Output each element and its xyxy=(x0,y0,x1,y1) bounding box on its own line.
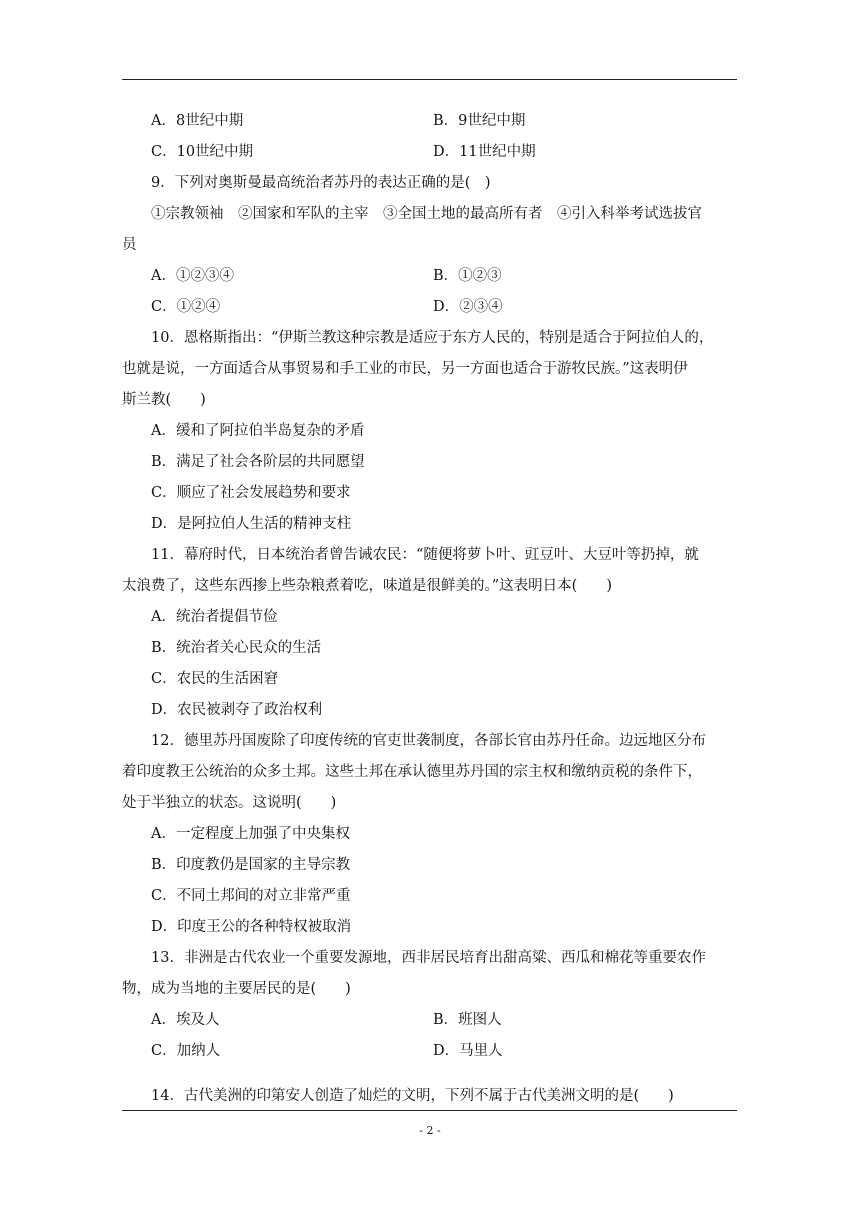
option-left: C．①②④ xyxy=(151,299,221,315)
option-left: C．10世纪中期 xyxy=(151,144,254,160)
text-line: B．满足了社会各阶层的共同愿望 xyxy=(151,454,365,470)
text-continuation-line: 员 xyxy=(122,237,137,253)
option-left: A．8世纪中期 xyxy=(151,113,244,129)
text-continuation-line: 太浪费了，这些东西掺上些杂粮煮着吃，味道是很鲜美的。”这表明日本( ) xyxy=(122,578,612,594)
text-continuation-line: 处于半独立的状态。这说明( ) xyxy=(122,795,337,811)
text-line: 9．下列对奥斯曼最高统治者苏丹的表达正确的是( ) xyxy=(151,175,491,191)
option-right: D．②③④ xyxy=(433,299,503,315)
option-right: B．①②③ xyxy=(433,268,502,284)
text-continuation-line: 着印度教王公统治的众多土邦。这些土邦在承认德里苏丹国的宗主权和缴纳贡税的条件下， xyxy=(122,764,702,780)
text-line: 13．非洲是古代农业一个重要发源地，西非居民培育出甜高粱、西瓜和棉花等重要农作 xyxy=(151,950,706,966)
text-line: 12．德里苏丹国废除了印度传统的官吏世袭制度，各部长官由苏丹任命。边远地区分布 xyxy=(151,733,706,749)
text-line: 11．幕府时代，日本统治者曾告诫农民：“随便将萝卜叶、豇豆叶、大豆叶等扔掉，就 xyxy=(151,547,699,563)
text-line: B．印度教仍是国家的主导宗教 xyxy=(151,857,351,873)
text-line: 10．恩格斯指出：“伊斯兰教这种宗教是适应于东方人民的，特别是适合于阿拉伯人的， xyxy=(151,330,714,346)
text-line: C．不同土邦间的对立非常严重 xyxy=(151,888,351,904)
question-text-block xyxy=(122,106,737,1067)
page-number: - 2 - xyxy=(419,1124,441,1137)
option-row xyxy=(122,1036,737,1067)
text-continuation-line: 斯兰教( ) xyxy=(122,392,206,408)
text-line: C．农民的生活困窘 xyxy=(151,671,279,687)
text-line: A．统治者提倡节俭 xyxy=(151,609,278,625)
text-line: A．缓和了阿拉伯半岛复杂的矛盾 xyxy=(151,423,365,439)
option-right: B．9世纪中期 xyxy=(433,113,526,129)
option-left: C．加纳人 xyxy=(151,1043,221,1059)
footer-rule xyxy=(122,1110,737,1111)
text-line: C．顺应了社会发展趋势和要求 xyxy=(151,485,351,501)
option-row xyxy=(122,261,737,292)
text-continuation-line: 也就是说，一方面适合从事贸易和手工业的市民，另一方面也适合于游牧民族。”这表明伊 xyxy=(122,361,688,377)
question-14-stem: 14．古代美洲的印第安人创造了灿烂的文明，下列不属于古代美洲文明的是( ) xyxy=(151,1088,674,1104)
text-continuation-line: 物，成为当地的主要居民的是( ) xyxy=(122,981,351,997)
text-line: B．统治者关心民众的生活 xyxy=(151,640,322,656)
text-line: D．农民被剥夺了政治权利 xyxy=(151,702,323,718)
option-row xyxy=(122,106,737,137)
option-left: A．①②③④ xyxy=(151,268,234,284)
text-line: ①宗教领袖 ②国家和军队的主宰 ③全国土地的最高所有者 ④引入科举考试选拔官 xyxy=(151,206,702,222)
option-right: B．班图人 xyxy=(433,1012,502,1028)
text-line: D．印度王公的各种特权被取消 xyxy=(151,919,352,935)
text-line: D．是阿拉伯人生活的精神支柱 xyxy=(151,516,352,532)
option-row xyxy=(122,1005,737,1036)
header-rule xyxy=(122,79,737,80)
option-right: D．马里人 xyxy=(433,1043,503,1059)
option-right: D．11世纪中期 xyxy=(433,144,536,160)
option-row xyxy=(122,137,737,168)
text-line: A．一定程度上加强了中央集权 xyxy=(151,826,350,842)
option-left: A．埃及人 xyxy=(151,1012,220,1028)
option-row xyxy=(122,292,737,323)
